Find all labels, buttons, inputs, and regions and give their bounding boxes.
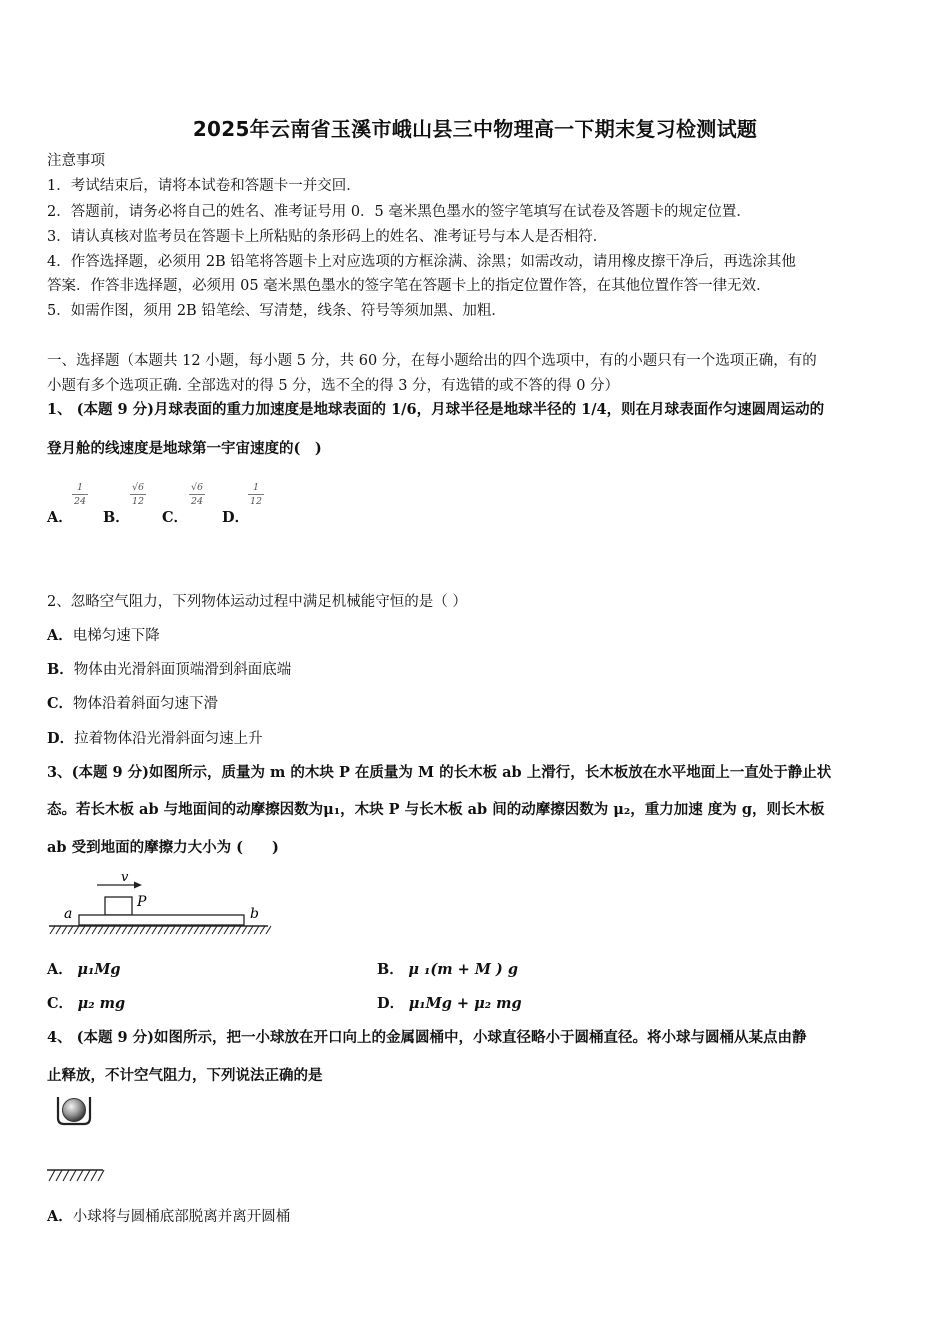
option-text: 物体沿着斜面匀速下滑 — [73, 696, 219, 712]
q4-option-a[interactable] — [47, 1207, 290, 1227]
section-heading: 一、选择题（本题共 12 小题，每小题 5 分，共 60 分，在每小题给出的四个选项中，有的小题只有一个选项正确，有的 — [47, 353, 817, 369]
velocity-label: v — [121, 870, 129, 885]
option-text: 小球将与圆桶底部脱离并离开圆桶 — [72, 1209, 291, 1225]
small-ball — [63, 1099, 86, 1122]
q3-stem-cont2: ab 受到地面的摩擦力大小为 ( ) — [47, 839, 279, 856]
fraction-numerator: 1 — [76, 482, 84, 493]
option-label: B． — [377, 961, 404, 978]
notice-item: 答案．作答非选择题，必须用 05 毫米黑色墨水的签字笔在答题卡上的指定位置作答，在其他位置作答一律无效． — [47, 278, 771, 294]
hatch-line — [49, 1170, 55, 1181]
section-heading-cont: 小题有多个选项正确. 全部选对的得 5 分，选不全的得 3 分，有选错的或不答的得 0 分） — [47, 378, 620, 394]
option-text: 电梯匀速下降 — [72, 628, 160, 644]
option-text: μ₂ mg — [77, 995, 126, 1012]
option-text: μ₁Mg — [77, 961, 121, 978]
hatch-line — [77, 1170, 83, 1181]
q1-stem-cont: 登月舱的线速度是地球第一宇宙速度的( ) — [47, 440, 322, 457]
q1-stem: 1、 (本题 9 分)月球表面的重力加速度是地球表面的 1/6，月球半径是地球半径的 1/4，则在月球表面作匀速圆周运动的 — [47, 401, 825, 418]
board-end-b-label: b — [250, 906, 259, 922]
option-label: C． — [47, 695, 74, 712]
q3-stem-cont: 态。若长木板 ab 与地面间的动摩擦因数为μ₁，木块 P 与长木板 ab 间的动摩擦因数为 μ₂，重力加速 度为 g，则长木板 — [47, 801, 825, 818]
hatch-line — [70, 1170, 76, 1181]
hatch-line — [98, 1170, 104, 1181]
fraction-numerator: √6 — [190, 482, 204, 493]
q1-option-a-label[interactable]: A． — [47, 509, 73, 526]
option-text: 拉着物体沿光滑斜面匀速上升 — [74, 731, 263, 747]
q1-option-b-label[interactable]: B． — [103, 509, 130, 526]
option-label: A． — [47, 627, 73, 644]
fraction-denominator: 12 — [131, 496, 145, 507]
option-label: B． — [47, 661, 74, 678]
q3-stem: 3、(本题 9 分)如图所示，质量为 m 的木块 P 在质量为 M 的长木板 ab 上滑行，长木板放在水平地面上一直处于静止状 — [47, 764, 832, 781]
notice-item: 3．请认真核对监考员在答题卡上所粘贴的条形码上的姓名、准考证号与本人是否相符． — [47, 229, 608, 245]
q1-option-c-label[interactable]: C． — [162, 509, 189, 526]
board-end-a-label: a — [64, 906, 73, 922]
hatch-line — [56, 1170, 62, 1181]
fraction-denominator: 24 — [73, 496, 87, 507]
option-text: μ₁Mg + μ₂ mg — [408, 995, 522, 1012]
floor-hatching — [49, 1170, 104, 1181]
q4-stem: 4、 (本题 9 分)如图所示，把一小球放在开口向上的金属圆桶中，小球直径略小于圆桶直径。将小球与圆桶从某点由静 — [47, 1029, 807, 1046]
notice-item: 4．作答选择题，必须用 2B 铅笔将答题卡上对应选项的方框涂满、涂黑；如需改动，请用橡皮擦干净后，再选涂其他 — [47, 254, 796, 270]
hatch-line — [91, 1170, 97, 1181]
hatch-line — [63, 1170, 69, 1181]
notice-heading: 注意事项 — [47, 153, 105, 169]
notice-item: 5．如需作图，须用 2B 铅笔绘、写清楚，线条、符号等须加黑、加粗． — [47, 303, 506, 319]
option-label: D． — [47, 730, 75, 747]
option-text: μ ₁(m + M ) g — [408, 961, 518, 978]
page-title: 2025年云南省玉溪市峨山县三中物理高一下期末复习检测试题 — [192, 117, 758, 141]
notice-item: 1．考试结束后，请将本试卷和答题卡一并交回． — [47, 178, 361, 194]
block-p-label: P — [137, 894, 147, 910]
notice-item: 2．答题前，请务必将自己的姓名、准考证号用 0．5 毫米黑色墨水的签字笔填写在试卷及答题卡的规定位置． — [47, 204, 751, 220]
fraction-numerator: 1 — [252, 482, 260, 493]
option-label: D． — [377, 995, 405, 1012]
q1-option-d-label[interactable]: D． — [222, 509, 250, 526]
option-text: 物体由光滑斜面顶端滑到斜面底端 — [73, 662, 292, 678]
option-label: C． — [47, 995, 74, 1012]
fraction-numerator: √6 — [131, 482, 145, 493]
hatch-line — [84, 1170, 90, 1181]
option-label: A． — [47, 1208, 73, 1225]
q2-stem: 2、忽略空气阻力，下列物体运动过程中满足机械能守恒的是（ ） — [47, 594, 467, 610]
fraction-denominator: 24 — [190, 496, 204, 507]
q4-stem-cont: 止释放，不计空气阻力，下列说法正确的是 — [47, 1067, 323, 1084]
fraction-denominator: 12 — [249, 496, 263, 507]
option-label: A． — [47, 961, 73, 978]
